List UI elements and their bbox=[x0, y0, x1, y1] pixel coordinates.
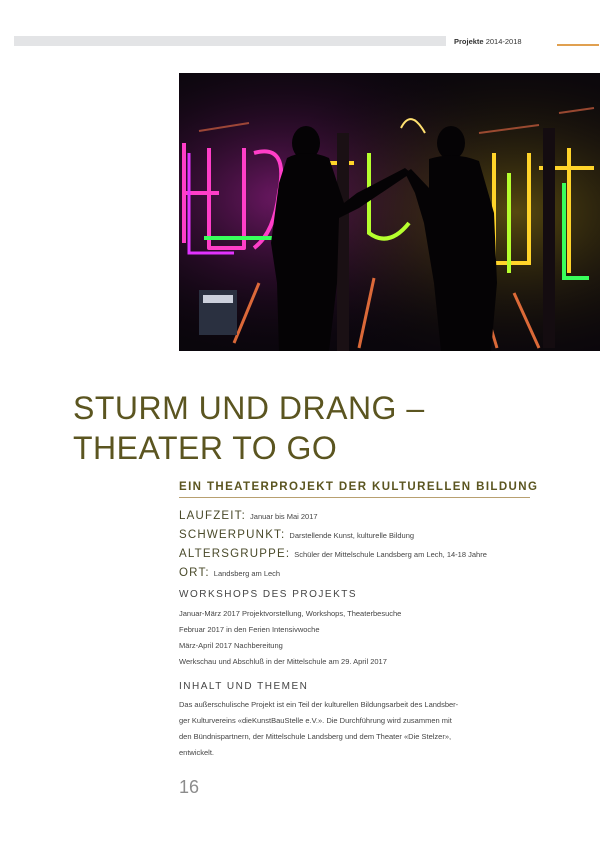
paragraph-line: Das außerschulische Projekt ist ein Teil der kulturellen Bildungsarbeit des Landsber- bbox=[179, 700, 459, 709]
header-bar bbox=[14, 36, 446, 46]
workshop-item: Februar 2017 in den Ferien Intensivwoche bbox=[179, 625, 320, 634]
running-header-years: 2014-2018 bbox=[483, 37, 522, 46]
fact-value: Januar bis Mai 2017 bbox=[250, 512, 318, 521]
fact-value: Landsberg am Lech bbox=[213, 569, 281, 578]
running-header-bold: Projekte bbox=[454, 37, 484, 46]
project-facts bbox=[179, 506, 487, 582]
workshops-heading: WORKSHOPS DES PROJEKTS bbox=[179, 589, 358, 600]
page-number: 16 bbox=[179, 777, 200, 797]
content-heading: INHALT UND THEMEN bbox=[179, 681, 309, 692]
fact-age-group bbox=[179, 544, 487, 563]
workshop-item: Werkschau und Abschluß in der Mittelschule am 29. April 2017 bbox=[179, 657, 387, 666]
hero-photo bbox=[179, 73, 600, 351]
fact-key: SCHWERPUNKT: bbox=[179, 529, 286, 541]
paragraph-line: entwickelt. bbox=[179, 748, 215, 757]
header-accent-line bbox=[557, 44, 599, 46]
fact-value: Schüler der Mittelschule Landsberg am Lech, 14-18 Jahre bbox=[294, 550, 487, 559]
workshop-item: März-April 2017 Nachbereitung bbox=[179, 641, 283, 650]
neon-installation-image bbox=[179, 73, 600, 351]
paragraph-line: den Bündnispartnern, der Mittelschule Landsberg und dem Theater «Die Stelzer», bbox=[179, 732, 452, 741]
fact-key: ALTERSGRUPPE: bbox=[179, 548, 291, 560]
fact-location bbox=[179, 563, 487, 582]
subtitle: EIN THEATERPROJEKT DER KULTURELLEN BILDUNG bbox=[179, 481, 539, 493]
fact-runtime bbox=[179, 506, 487, 525]
content-paragraph bbox=[179, 697, 539, 761]
fact-key: ORT: bbox=[179, 567, 210, 579]
workshop-item: Januar-März 2017 Projektvorstellung, Workshops, Theaterbesuche bbox=[179, 609, 402, 618]
fact-key: LAUFZEIT: bbox=[179, 510, 247, 522]
fact-value: Darstellende Kunst, kulturelle Bildung bbox=[289, 531, 415, 540]
workshops-list bbox=[179, 606, 401, 670]
paragraph-line: ger Kulturvereins «dieKunstBauStelle e.V.». Die Durchführung wird zusammen mit bbox=[179, 716, 452, 725]
fact-focus bbox=[179, 525, 487, 544]
running-header bbox=[454, 37, 522, 46]
page-title-line-2: THEATER TO GO bbox=[73, 430, 338, 466]
page-title-line-1: STURM UND DRANG – bbox=[73, 390, 425, 426]
page-title bbox=[73, 388, 425, 468]
subtitle-divider bbox=[179, 497, 530, 498]
